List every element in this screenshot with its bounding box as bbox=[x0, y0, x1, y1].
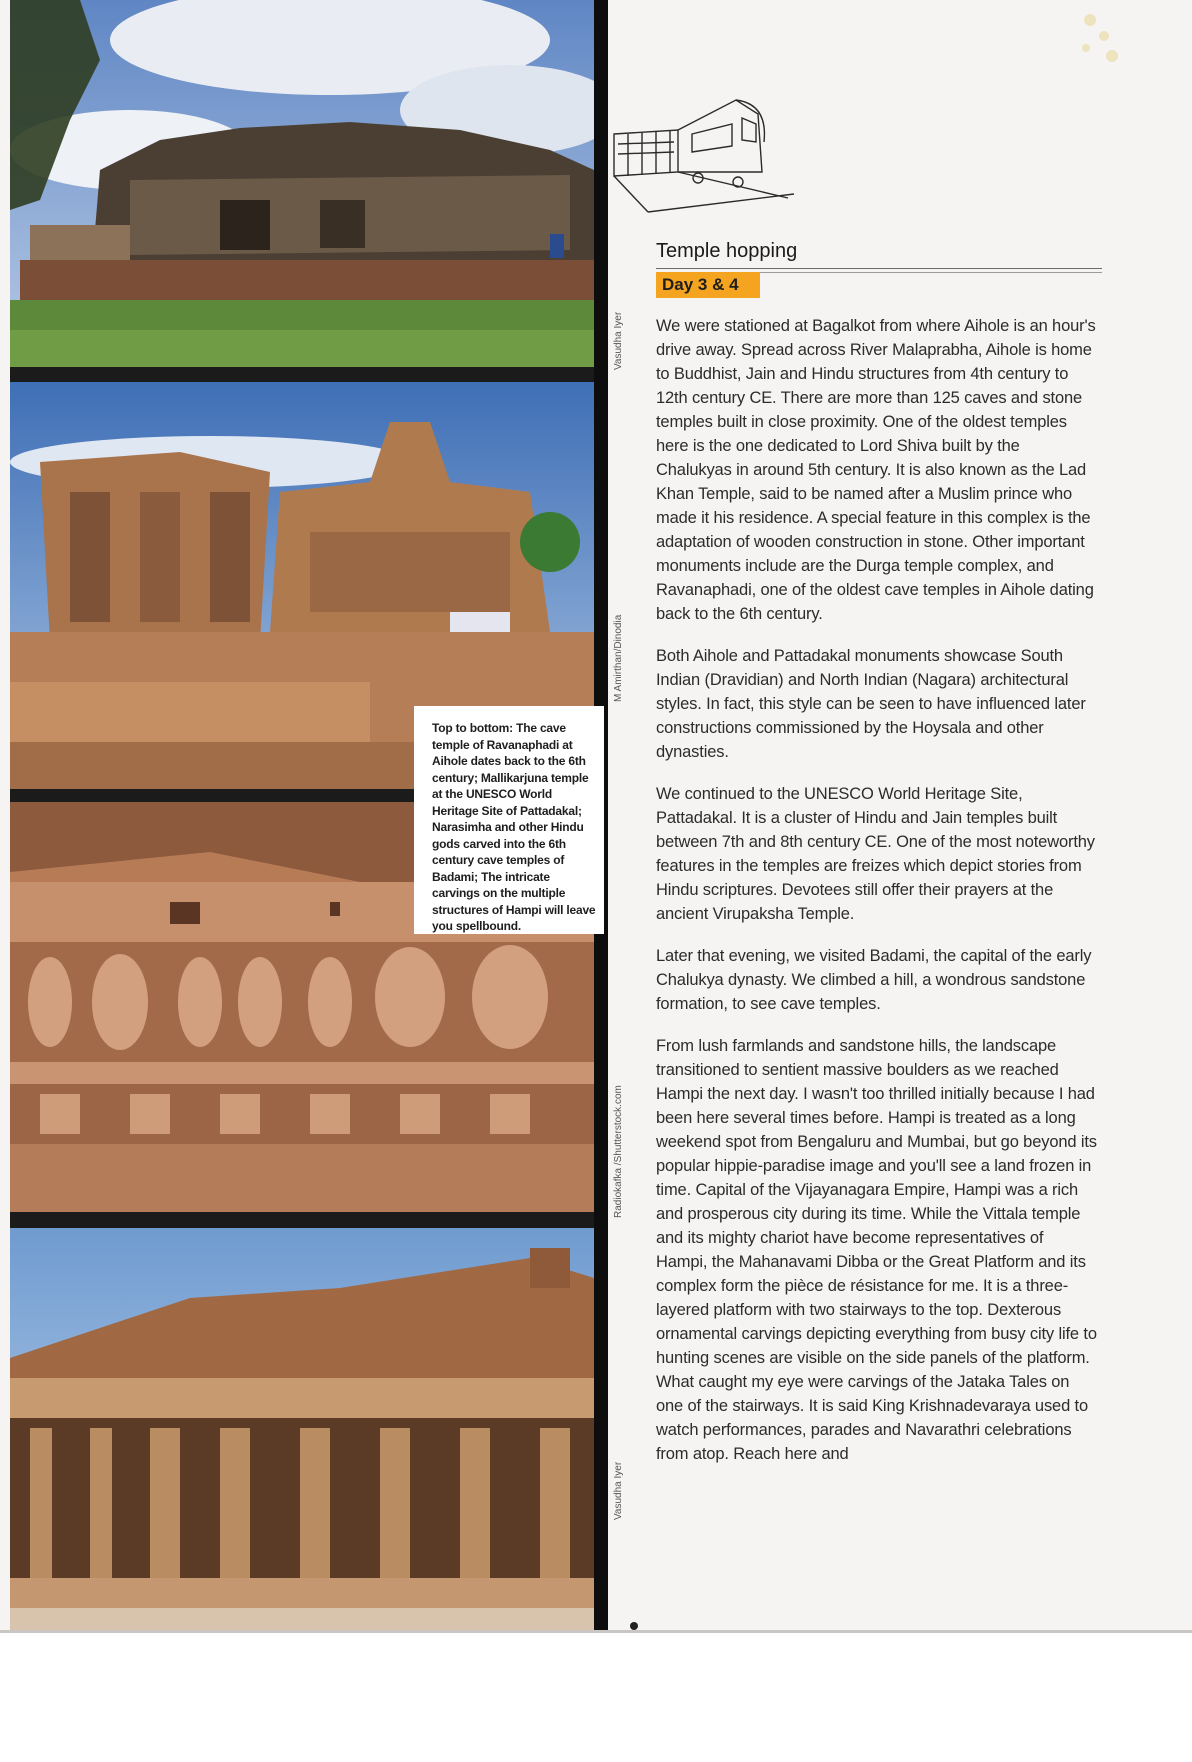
page-mark bbox=[630, 1622, 638, 1630]
title-rule-secondary bbox=[760, 272, 1102, 273]
article-body bbox=[656, 314, 1098, 1484]
paragraph-2: Both Aihole and Pattadakal monuments showcase South Indian (Dravidian) and North Indian (Nagara) architectural styles. In fact, this style can be seen to have influenced later constructions commissioned by the Hoysala and other dynasties. bbox=[656, 647, 1086, 761]
page-bottom-edge bbox=[0, 1630, 1192, 1633]
corner-decoration-icon bbox=[1060, 0, 1140, 80]
photo-caption: Top to bottom: The cave temple of Ravanaphadi at Aihole dates back to the 6th century; Mallikarjuna temple at the UNESCO World Heritage Site of Pattadakal; Narasimha and other Hindu gods carved into the 6th century cave temples of Badami; The intricate carvings on the multiple structures of Hampi will leave you spellbound. bbox=[414, 706, 604, 934]
paragraph-5: From lush farmlands and sandstone hills, the landscape transitioned to sentient massive boulders as we reached Hampi the next day. I wasn't too thrilled initially because I had been here several times before. Hampi is treated as a long weekend spot from Bengaluru and Mumbai, but go beyond its popular hippie-paradise image and you'll see a land frozen in time. Capital of the Vijayanagara Empire, Hampi was a rich and prosperous city during its time. While the Vittala temple and its mighty chariot have become representatives of Hampi, the Mahanavami Dibba or the Great Platform and its complex form the pièce de résistance for me. It is a three-layered platform with two stairways to the top. Dexterous ornamental carvings depicting everything from busy city life to hunting scenes are visible on the side panels of the platform. What caught my eye were carvings of the Jataka Tales on one of the stairways. It is said King Krishnadevaraya used to watch performances, parades and Navarathri celebrations from atop. Reach here and bbox=[656, 1037, 1097, 1463]
paragraph-3: We continued to the UNESCO World Heritage Site, Pattadakal. It is a cluster of Hindu and Jain temples built between 7th and 8th century CE. One of the most noteworthy features in the temples are freizes which depict stories from Hindu scriptures. Devotees still offer their prayers at the ancient Virupaksha Temple. bbox=[656, 785, 1095, 923]
photo-credit-3: Radiokafka /Shutterstock.com bbox=[613, 1085, 624, 1218]
photo-ravanaphadi-cave-temple bbox=[10, 0, 594, 367]
paragraph-1: We were stationed at Bagalkot from where Aihole is an hour's drive away. Spread across River Malaprabha, Aihole is home to Buddhist, Jain and Hindu structures from 4th century to 12th century CE. There are more than 125 caves and stone temples built in close proximity. One of the oldest temples here is the one dedicated to Lord Shiva built by the Chalukyas in around 5th century. It is also known as the Lad Khan Temple, said to be named after a Muslim prince who made it his residence. A special feature in this complex is the adaptation of wooden construction in stone. Other important monuments include are the Durga temple complex, and Ravanaphadi, one of the oldest cave temples in Aihole dating back to the 6th century. bbox=[656, 317, 1096, 623]
train-illustration-icon bbox=[608, 94, 794, 214]
day-badge: Day 3 & 4 bbox=[656, 272, 760, 298]
paragraph-4: Later that evening, we visited Badami, the capital of the early Chalukya dynasty. We climbed a hill, a wondrous sandstone formation, to see cave temples. bbox=[656, 947, 1092, 1013]
photo-credit-1: Vasudha Iyer bbox=[613, 311, 624, 370]
photo-credit-4: Vasudha Iyer bbox=[613, 1461, 624, 1520]
photo-hampi-structures bbox=[10, 1228, 594, 1632]
title-rule bbox=[656, 268, 1102, 269]
photo-credit-2: M Amirthan/Dinodia bbox=[613, 614, 624, 702]
section-title: Temple hopping bbox=[656, 240, 798, 262]
